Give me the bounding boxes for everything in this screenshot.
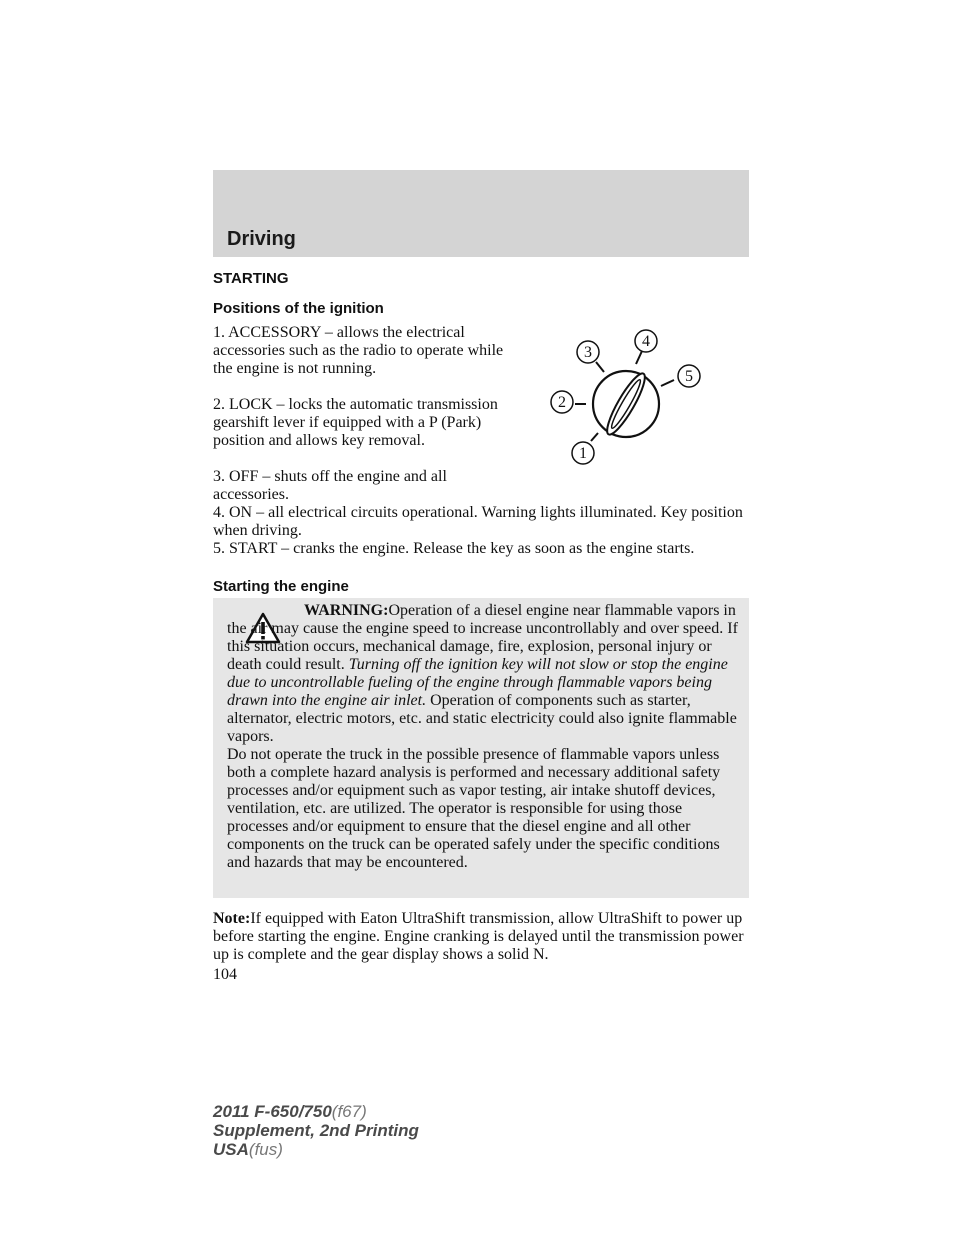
footer-line-3 <box>213 1140 419 1159</box>
note-label: Note: <box>213 910 251 927</box>
page-number: 104 <box>213 966 237 983</box>
label-3: 3 <box>584 344 592 361</box>
position-item-off: 3. OFF – shuts off the engine and all accessories. <box>213 468 447 503</box>
label-4: 4 <box>642 333 650 350</box>
footer-market: USA <box>213 1140 249 1159</box>
warning-label: WARNING: <box>304 602 389 619</box>
position-item-accessory: 1. ACCESSORY – allows the electrical accessories such as the radio to operate while the engine is not running. <box>213 324 504 377</box>
footer-line-2 <box>213 1121 419 1140</box>
footer <box>213 1102 419 1159</box>
starting-heading: STARTING <box>213 270 289 287</box>
label-1: 1 <box>579 445 587 462</box>
footer-model-code: (f67) <box>331 1102 367 1121</box>
warning-text-b: Operation of components such as starter, alternator, electric motors, etc. and static electricity could also ignite flammable vapors. <box>227 692 737 745</box>
section-header-title: Driving <box>227 228 296 250</box>
note-paragraph <box>213 910 758 964</box>
warning-text-a: Operation of a diesel engine near flammable vapors in the air may cause the engine speed to increase uncontrollably and over speed. If this situation occurs, mechanical damage, fire, explosion, personal injury or death could result. <box>227 602 738 673</box>
positions-heading: Positions of the ignition <box>213 300 384 317</box>
note-text: If equipped with Eaton UltraShift transmission, allow UltraShift to power up before starting the engine. Engine cranking is delayed until the transmission power up is complete and the gear display shows a solid N. <box>213 910 744 963</box>
footer-model: 2011 F-650/750 <box>213 1102 332 1121</box>
position-item-start: 5. START – cranks the engine. Release the key as soon as the engine starts. <box>213 540 695 557</box>
tick-3 <box>596 362 604 372</box>
position-item-on: 4. ON – all electrical circuits operational. Warning lights illuminated. Key position when driving. <box>213 504 743 539</box>
label-5: 5 <box>685 368 693 385</box>
warning-paragraph-2: Do not operate the truck in the possible presence of flammable vapors unless both a complete hazard analysis is performed and necessary additional safety processes and/or equipment such as vapor testing, air intake shutoff devices, ventilation, etc. are utilized. The operator is responsible for using those processes and/or equipment to ensure that the diesel engine and all other components on the truck can be operated safely under the specific conditions and hazards that may be encountered. <box>227 746 721 871</box>
tick-4 <box>636 351 642 364</box>
footer-printing: Supplement, 2nd Printing <box>213 1121 419 1140</box>
ignition-diagram <box>530 320 720 470</box>
warning-box <box>213 598 749 898</box>
label-2: 2 <box>558 394 566 411</box>
warning-paragraph-1 <box>227 602 743 746</box>
tick-1 <box>591 433 598 441</box>
starting-engine-heading: Starting the engine <box>213 578 349 595</box>
footer-market-code: (fus) <box>248 1140 283 1159</box>
footer-line-1 <box>213 1102 419 1121</box>
tick-5 <box>661 380 674 386</box>
position-item-lock: 2. LOCK – locks the automatic transmission gearshift lever if equipped with a P (Park) position and allows key removal. <box>213 396 498 449</box>
warning-text <box>227 602 743 872</box>
warning-text-italic: Turning off the ignition key will not slow or stop the engine due to uncontrollable fueling of the engine through flammable vapors being drawn into the engine air inlet. <box>227 656 728 709</box>
